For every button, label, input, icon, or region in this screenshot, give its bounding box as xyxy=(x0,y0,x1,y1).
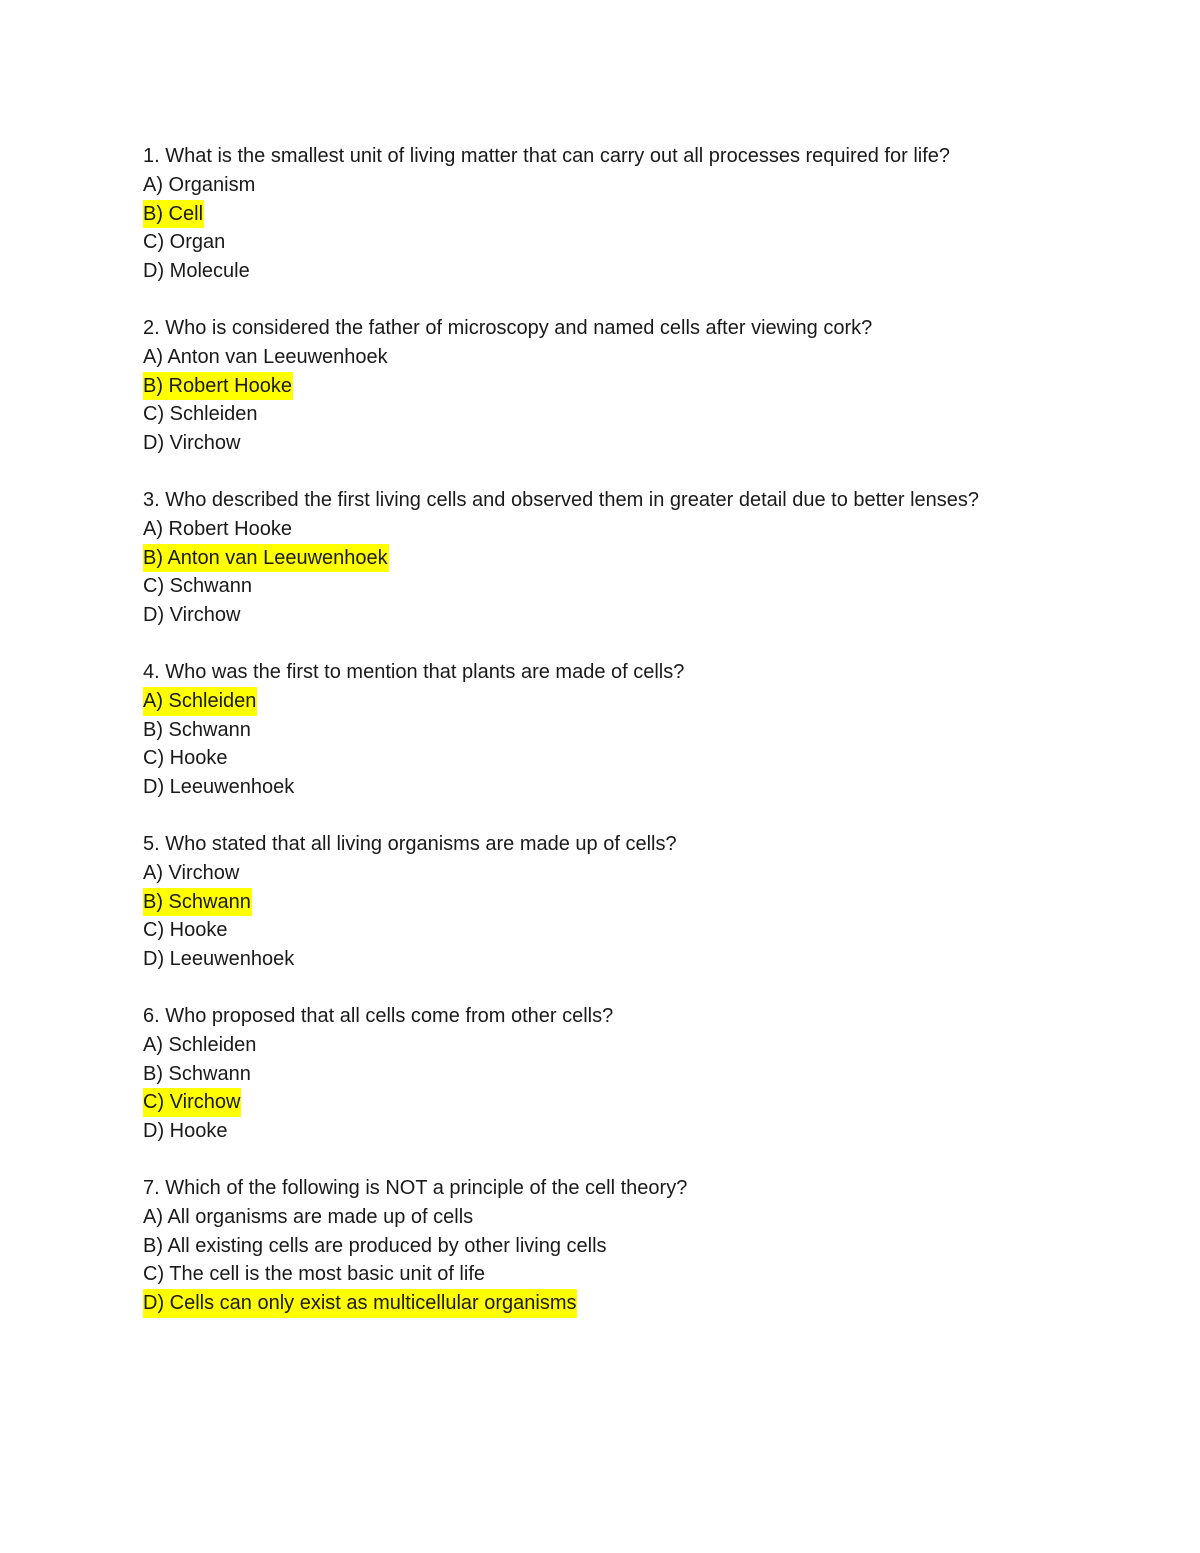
option-b-correct xyxy=(143,200,1043,229)
document-page xyxy=(143,142,1043,1346)
option-b-correct xyxy=(143,888,1043,917)
option-label: A) Schleiden xyxy=(143,1033,257,1056)
option-d xyxy=(143,1117,1043,1146)
option-label: C) Organ xyxy=(143,231,226,254)
option-a xyxy=(143,1203,1043,1232)
option-label: A) All organisms are made up of cells xyxy=(143,1205,474,1228)
option-c xyxy=(143,1260,1043,1289)
question-text: 5. Who stated that all living organisms are made up of cells? xyxy=(143,832,677,855)
option-a xyxy=(143,1031,1043,1060)
option-label: D) Cells can only exist as multicellular organisms xyxy=(143,1289,577,1318)
question-text: 4. Who was the first to mention that plants are made of cells? xyxy=(143,660,685,683)
option-a xyxy=(143,171,1043,200)
option-c xyxy=(143,228,1043,257)
option-label: D) Hooke xyxy=(143,1120,228,1143)
option-label: A) Anton van Leeuwenhoek xyxy=(143,345,388,368)
option-label: A) Virchow xyxy=(143,861,240,884)
option-label: C) Hooke xyxy=(143,919,228,942)
option-d xyxy=(143,429,1043,458)
option-a xyxy=(143,515,1043,544)
question-5 xyxy=(143,830,1043,974)
option-b xyxy=(143,716,1043,745)
option-label: A) Organism xyxy=(143,173,256,196)
option-label: D) Leeuwenhoek xyxy=(143,776,295,799)
question-text: 2. Who is considered the father of microscopy and named cells after viewing cork? xyxy=(143,316,873,339)
question-1 xyxy=(143,142,1043,286)
option-label: D) Leeuwenhoek xyxy=(143,948,295,971)
question-7 xyxy=(143,1174,1043,1318)
option-label: D) Virchow xyxy=(143,604,241,627)
question-text: 7. Which of the following is NOT a principle of the cell theory? xyxy=(143,1176,688,1199)
option-c xyxy=(143,400,1043,429)
option-a-correct xyxy=(143,687,1043,716)
question-text: 3. Who described the first living cells and observed them in greater detail due to better lenses? xyxy=(143,488,980,511)
option-label: A) Schleiden xyxy=(143,687,257,716)
question-3 xyxy=(143,486,1043,630)
option-label: C) Virchow xyxy=(143,1088,241,1117)
option-label: C) Schleiden xyxy=(143,403,258,426)
option-d xyxy=(143,601,1043,630)
option-c-correct xyxy=(143,1088,1043,1117)
option-b xyxy=(143,1232,1043,1261)
option-label: C) The cell is the most basic unit of life xyxy=(143,1263,485,1286)
option-d xyxy=(143,945,1043,974)
question-4 xyxy=(143,658,1043,802)
option-b-correct xyxy=(143,372,1043,401)
option-a xyxy=(143,859,1043,888)
option-label: B) Robert Hooke xyxy=(143,372,293,401)
option-d xyxy=(143,773,1043,802)
option-label: B) Anton van Leeuwenhoek xyxy=(143,544,389,573)
question-text: 6. Who proposed that all cells come from other cells? xyxy=(143,1004,614,1027)
option-b-correct xyxy=(143,544,1043,573)
option-label: D) Molecule xyxy=(143,260,250,283)
option-c xyxy=(143,916,1043,945)
option-label: D) Virchow xyxy=(143,432,241,455)
option-d-correct xyxy=(143,1289,1043,1318)
option-label: C) Schwann xyxy=(143,575,252,598)
option-label: B) Schwann xyxy=(143,888,252,917)
option-c xyxy=(143,572,1043,601)
option-label: B) Schwann xyxy=(143,1062,251,1085)
option-label: A) Robert Hooke xyxy=(143,517,292,540)
option-d xyxy=(143,257,1043,286)
question-text: 1. What is the smallest unit of living matter that can carry out all processes required for life? xyxy=(143,145,951,167)
option-label: B) Schwann xyxy=(143,718,251,741)
question-6 xyxy=(143,1002,1043,1146)
question-2 xyxy=(143,314,1043,458)
option-label: C) Hooke xyxy=(143,747,228,770)
option-c xyxy=(143,744,1043,773)
option-label: B) All existing cells are produced by other living cells xyxy=(143,1234,607,1257)
option-a xyxy=(143,343,1043,372)
option-b xyxy=(143,1060,1043,1089)
option-label: B) Cell xyxy=(143,200,204,229)
